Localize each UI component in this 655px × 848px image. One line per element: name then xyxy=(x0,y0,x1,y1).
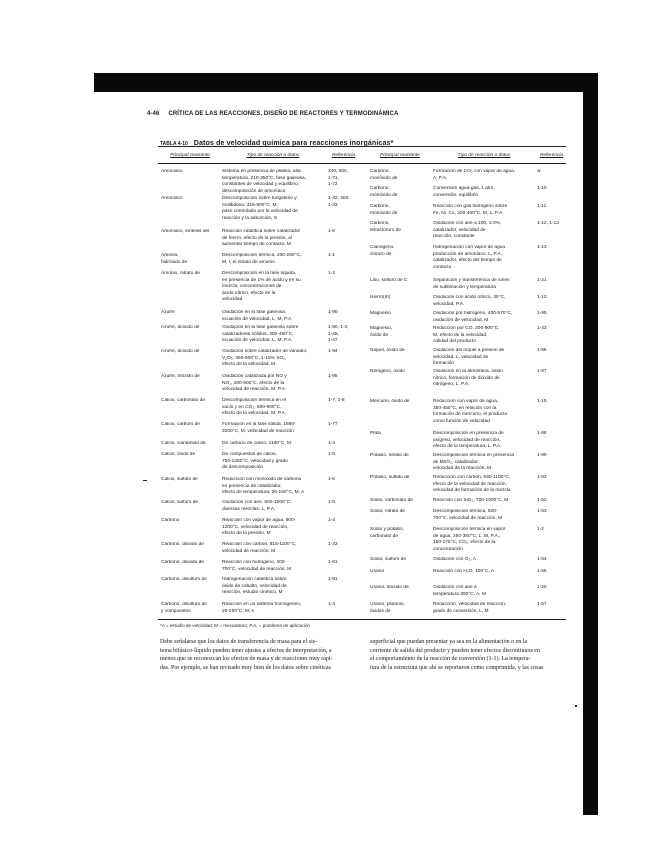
cell-data: Oxidación con aire, 600-1000°C, diversas mezclas, L, P.A. xyxy=(222,500,292,512)
table-footnote: *A = estudio de velocidad; M = mecanismo; P.A. = problema de aplicación xyxy=(160,623,310,628)
cell-data: Reducción con monóxido de carbono en presencia de catalizador, efecto de temperatura, 25-150°C, M, A xyxy=(222,477,305,495)
cell-ref: 1-88 xyxy=(537,431,547,436)
cell-ref: 1-82 xyxy=(537,475,547,480)
page-number: 4-46 xyxy=(147,111,160,117)
table-row xyxy=(370,453,566,471)
header-data xyxy=(222,153,324,158)
cell-ref: 1-6 xyxy=(328,500,335,505)
cell-reactant: Carbono, tetracloruro de xyxy=(370,221,401,233)
cell-reactant: Carbono xyxy=(161,518,180,523)
scan-speck xyxy=(143,480,147,481)
cell-ref: 1-55 xyxy=(537,569,547,574)
header-data xyxy=(433,153,535,158)
cell-reactant: Carbono, monóxido de xyxy=(370,186,398,198)
cell-reactant: Calcio, cianamida de xyxy=(161,441,206,446)
cell-ref: 1-32, 300, 1-33 xyxy=(328,196,350,208)
cell-data: Oxidación con O₂, A xyxy=(433,557,476,562)
cell-reactant: Carbono, monóxido de xyxy=(370,169,398,181)
table-row xyxy=(370,186,566,198)
table-row xyxy=(161,398,359,416)
cell-ref: 1-91 xyxy=(328,577,338,582)
table-row xyxy=(161,602,359,614)
running-head xyxy=(147,111,398,117)
cell-ref: 1-6 xyxy=(328,477,335,482)
cell-reactant: Litio, sulfuro de C xyxy=(370,278,408,283)
body-text-right: superficial que puedan presentar ya sea en la alimentación o en la corriente de salida del producto y pueden tener efectos discontinuos en el comportamiento de la reacción de conversión (1-1). La tempera- tura de la estructura que ahí se reportaron como comprimida, y las cosas xyxy=(370,639,544,671)
cell-data: Formación de CO₂ con vapor de agua, A, P.A. xyxy=(433,169,516,181)
table-row xyxy=(161,169,359,194)
cell-data: Reacción con hidrógeno, 400- 700°C, velocidad de reacción, M xyxy=(222,560,292,572)
table-row xyxy=(370,569,566,575)
table-label: TABLA 4-10 xyxy=(160,141,188,147)
cell-reactant: Cianógeno, cloruro de xyxy=(370,245,395,257)
table-row xyxy=(370,509,566,521)
cell-reactant: Carbono, monóxido de xyxy=(370,204,398,216)
table-caption xyxy=(160,132,393,150)
cell-ref: 1-2 xyxy=(328,271,335,276)
cell-reactant: Azufre xyxy=(161,310,175,315)
table-row xyxy=(161,577,359,595)
cell-reactant: Mercurio, óxido de xyxy=(370,399,410,404)
header-ref xyxy=(537,153,566,158)
running-title: CRÍTICA DE LAS REACCIONES, DISEÑO DE REACTORES Y TERMODINÁMICA xyxy=(168,111,399,117)
scan-speck xyxy=(575,705,577,707)
cell-data: Reacción catalítica sobre catalizador de hierro, efecto de la presión, al aumentar tiempo de contacto, M xyxy=(222,229,301,247)
cell-reactant: Sodio, sulfuro de xyxy=(370,557,407,562)
cell-reactant: Uranio, dióxido de xyxy=(370,585,409,590)
cell-data: Oxidación en la atmósfera, óxido nítrico, formación de dióxido de nitrógeno, L, P.A. xyxy=(433,369,503,387)
cell-ref: 1-96 xyxy=(537,348,547,353)
cell-data: Reacción con vapor de agua, 900- 1200°C, velocidad de reacción, efecto de la presión, M xyxy=(222,518,296,536)
cell-data: Oxidación con aire a temperatura 300°C, A, M xyxy=(433,585,486,597)
cell-data: Oxidación en la fase gaseosa, ecuación de velocidad, L, M, P.A. xyxy=(222,310,293,322)
table-row xyxy=(370,326,566,344)
table-row xyxy=(161,310,359,322)
cell-ref: 1-20 xyxy=(537,585,547,590)
cell-data: Reducción con vapor de agua, 350-450°C, en relación con la formación de mercurio, el producto como función de velocidad xyxy=(433,399,508,424)
cell-data: Sistema en presencia de platino, alta temperatura, 210-350°C, fase gaseosa, constantes de velocidad y equilibrio, descomposición de amoníaco xyxy=(222,169,307,194)
table-row xyxy=(161,374,359,392)
cell-data: Descomposición térmica en vapor de agua, 250-350°C, L, M, P.A., 150-175°C, CO₂, efecto de la concentración xyxy=(433,527,506,552)
cell-ref: 1-7, 1-8 xyxy=(328,398,345,403)
cell-ref: 1-43 xyxy=(537,326,547,331)
table-row xyxy=(161,500,359,512)
cell-data: Separación y transferencia de iones de sublimación y temperatura xyxy=(433,278,510,290)
cell-ref: 1-8 xyxy=(328,229,335,234)
cell-ref: 240, 300, 1-71, 1-72 xyxy=(328,169,349,187)
cell-data: Oxidación con aire a 100, 1-2%, catalizador, velocidad de reacción, constante xyxy=(433,221,502,239)
table-bottom-rule xyxy=(158,619,566,620)
table-row xyxy=(161,518,359,536)
cell-data: Reacción con carbón, 815-1100°C, velocidad de reacción, M xyxy=(222,542,297,554)
cell-data: Reducción, velocidad de reacción, grado de conversión, L, M xyxy=(433,602,507,614)
cell-data: Reacción con gas hidrógeno sobre Fe, Ni, Co, 200-400°C, M, L, P.A. xyxy=(433,204,508,216)
cell-reactant: Azufre, trióxido de xyxy=(161,374,200,379)
cell-data: Oxidación con ácido nítrico, 30°C, velocidad, P.A. xyxy=(433,295,506,307)
header-ref-label: Referencia xyxy=(331,153,356,158)
cell-reactant: Potasio, sulfato de xyxy=(370,475,410,480)
cell-ref: 1-4 xyxy=(328,602,335,607)
table-row xyxy=(370,221,566,239)
scan-border-top xyxy=(94,73,598,92)
table-row xyxy=(161,477,359,495)
cell-data: De carburo de calcio, 1100°C, M xyxy=(222,441,292,446)
scan-border-right xyxy=(583,73,598,815)
cell-reactant: Hierro(III) xyxy=(370,295,391,300)
table-row xyxy=(161,196,359,221)
cell-data: Hidrogenación catalítica sobre óxido de cobalto, velocidad de reacción, estudio cinético, M xyxy=(222,577,287,595)
cell-ref: 1-11 xyxy=(537,204,547,209)
cell-reactant: Amoníaco, síntesis del xyxy=(161,229,210,234)
cell-reactant: Carbono, dióxido de xyxy=(161,560,204,565)
cell-data: Descomposición térmica, 620- 700°C, velocidad de reacción, M xyxy=(433,509,503,521)
cell-reactant: Carbono, disulfuro de y compuestos xyxy=(161,602,207,614)
table-row xyxy=(161,560,359,572)
header-reactant xyxy=(370,153,430,158)
cell-data: Reducción por CO, 200-900°C, M, efecto de la velocidad, calidad del producto xyxy=(433,326,500,344)
cell-reactant: Calcio, carburo de xyxy=(161,422,200,427)
table-body-left xyxy=(161,169,359,619)
cell-reactant: Uranio, plutonio, óxidos de xyxy=(370,602,405,614)
table-row xyxy=(370,602,566,614)
table-row xyxy=(370,399,566,424)
table-row xyxy=(370,348,566,366)
cell-ref: 1-90, 1-3, 1-45, 1-47 xyxy=(328,325,349,343)
table-row xyxy=(161,229,359,247)
cell-data: Descomposición en la fase líquida, en presencia de 1% de ácido y en su mezcla, concentraciones de ácido nítrico, efecto de la velocidad xyxy=(222,271,301,302)
cell-data: Reducción con carbón, 930-1100°C, efecto de la velocidad de reacción, velocidad de formación de la mezcla xyxy=(433,475,511,493)
cell-ref: 1-5 xyxy=(328,452,335,457)
table-top-rule xyxy=(158,146,566,147)
cell-ref: 1-90 xyxy=(328,310,338,315)
cell-data: Conversión agua-gas, 1 atm, conversión, equilibrio xyxy=(433,186,495,198)
cell-reactant: Plata xyxy=(370,431,381,436)
cell-data: Oxidación en la fase gaseosa sobre catalizadores sólidos, 300-450°C, ecuación de velocidad, L, M, P.A. xyxy=(222,325,299,343)
cell-data: Reacción con H₂O, 100°C, A xyxy=(433,569,495,574)
cell-ref: 1-4 xyxy=(328,441,335,446)
cell-ref: 1-77 xyxy=(328,422,338,427)
cell-reactant: Potasio, nitrato de xyxy=(370,453,409,458)
cell-ref: 1-53 xyxy=(537,509,547,514)
table-row xyxy=(370,169,566,181)
table-row xyxy=(370,475,566,493)
cell-ref: 1-94 xyxy=(328,349,338,354)
cell-data: Formación en la fase sólida, 1650- 2000°C, M, velocidad de reacción xyxy=(222,422,296,434)
table-row xyxy=(161,542,359,554)
cell-reactant: Amoníaco xyxy=(161,196,183,201)
cell-data: Descomposición térmica en presencia de MnO₂, catalizador, velocidad de la reacción, M xyxy=(433,453,515,471)
cell-ref: 1-15 xyxy=(537,399,547,404)
header-reactant xyxy=(161,153,219,158)
table-row xyxy=(370,585,566,597)
cell-data: Descomposición térmica en el vacío y en CO₂, 600-900°C, efecto de la velocidad, M, P.A. xyxy=(222,398,287,416)
cell-reactant: Uranio xyxy=(370,569,385,574)
cell-reactant: Sodio, carbonato de xyxy=(370,498,413,503)
cell-reactant: Magnesio, óxido de xyxy=(370,326,393,338)
table-row xyxy=(370,311,566,323)
cell-ref: 1-21 xyxy=(537,278,547,283)
cell-ref: 1-97 xyxy=(537,369,547,374)
header-ref-label: Referencia xyxy=(539,153,564,158)
cell-ref: w xyxy=(537,169,541,174)
cell-reactant: Carbono, dióxido de xyxy=(161,542,204,547)
cell-ref: 1-57 xyxy=(537,602,547,607)
cell-reactant: Azufre, dióxido de xyxy=(161,349,200,354)
cell-ref: 1-13 xyxy=(537,245,547,250)
cell-ref: 1-95 xyxy=(328,374,338,379)
table-row xyxy=(370,369,566,387)
cell-reactant: Amoníaco xyxy=(161,169,183,174)
cell-reactant: Nitrógeno, óxido xyxy=(370,369,405,374)
cell-ref: 1-2 xyxy=(537,527,544,532)
cell-ref: 1-4 xyxy=(328,518,335,523)
header-data-label: Tipo de reacción o datos xyxy=(246,153,300,158)
cell-reactant: Amonio, hidróxido de xyxy=(161,253,188,265)
cell-data: De compuestos de calcio, 750-1300°C, velocidad y grado de descomposición xyxy=(222,452,288,470)
cell-reactant: Carbono, disulfuro de xyxy=(161,577,207,582)
table-row xyxy=(370,431,566,449)
table-header-right xyxy=(370,153,566,161)
cell-reactant: Calcio, sulfuro de xyxy=(161,500,199,505)
table-row xyxy=(370,204,566,216)
cell-data: Descomposición en presencia de oxígeno, velocidad de reacción, efecto de la temperatura, L, P.A. xyxy=(433,431,504,449)
cell-ref: 1-12, 1-13 xyxy=(537,221,559,226)
cell-reactant: Sodio y potasio, carbonato de xyxy=(370,527,405,539)
cell-ref: 1-99 xyxy=(537,453,547,458)
table-row xyxy=(161,325,359,343)
cell-data: Reacción con SiO₂, 700-1000°C, M xyxy=(433,498,509,503)
table-row xyxy=(161,422,359,434)
cell-data: Reacción en un sistema homogéneo, 25-250°C, M, s xyxy=(222,602,302,614)
table-title: Datos de velocidad química para reacciones inorgánicas* xyxy=(193,140,394,147)
cell-data: Oxidación por hidrógeno, 400-570°C, oxidación de velocidad, M xyxy=(433,311,513,323)
cell-ref: 1-33 xyxy=(328,542,338,547)
header-data-label: Tipo de reacción o datos xyxy=(457,153,511,158)
header-reactant-label: Principal reactante xyxy=(380,153,420,158)
table-body-right xyxy=(370,169,566,619)
cell-ref: 1-91 xyxy=(328,560,338,565)
cell-reactant: Calcio, óxido de xyxy=(161,452,196,457)
table-row xyxy=(161,441,359,447)
table-row xyxy=(370,278,566,290)
table-row xyxy=(370,295,566,307)
cell-reactant: Níquel, óxido de xyxy=(370,348,405,353)
table-row xyxy=(370,245,566,270)
table-row xyxy=(161,452,359,470)
cell-reactant: Sodio, nitrato de xyxy=(370,509,405,514)
cell-reactant: Azufre, dióxido de xyxy=(161,325,200,330)
cell-data: Oxidación sobre catalizador de vanadio, V₂O₅, 360-600°C, 1-15% SO₂, efecto de la velocidad, M xyxy=(222,349,308,367)
table-row xyxy=(370,498,566,504)
cell-ref: 1-10 xyxy=(537,186,547,191)
table-row xyxy=(370,557,566,563)
table-header-rule xyxy=(158,163,566,164)
cell-ref: 1-54 xyxy=(537,557,547,562)
cell-ref: 1-1 xyxy=(328,253,335,258)
body-text-left: Debe señalarse que los datos de transferencia de masa para el sis- tema bifásico-líquido pueden tener ajustes a efectos de interpretación, a menos que se reconozcan los efectos de masa y de reacciones muy rápi- das. Por ejemplo, se han revisado muy bien de los datos sobre cinéticas xyxy=(160,639,333,671)
table-row xyxy=(161,253,359,265)
table-row xyxy=(161,349,359,367)
cell-reactant: Amonio, nitrato de xyxy=(161,271,200,276)
header-ref xyxy=(328,153,359,158)
cell-ref: 1-95 xyxy=(537,311,547,316)
cell-data: Descomposición sobre tungsteno y molibdeno, 315-900°C, M, paso controlado por la velocidad de reacción y la adsorción, S xyxy=(222,196,298,221)
table-row xyxy=(161,271,359,302)
cell-data: Hidrogenación con vapor de agua producción de amoníaco, L, P.A., catalizador, efecto del tiempo de contacto xyxy=(433,245,506,270)
cell-data: Descomposición térmica, 200-290°C, M, I, el nitrato de amonio xyxy=(222,253,302,265)
cell-data: Oxidación del níquel a presión de velocidad, L, velocidad de formación xyxy=(433,348,505,366)
cell-ref: 1-12 xyxy=(537,295,547,300)
table-row xyxy=(370,527,566,552)
cell-reactant: Calcio, sulfato de xyxy=(161,477,198,482)
cell-reactant: Calcio, carbonato de xyxy=(161,398,205,403)
cell-data: Oxidación catalizada por NO y NO₂, 200-600°C, efecto de la velocidad de reacción, M, P.A. xyxy=(222,374,287,392)
cell-reactant: Magnesio xyxy=(370,311,391,316)
header-reactant-label: Principal reactante xyxy=(170,153,210,158)
cell-ref: 1-52 xyxy=(537,498,547,503)
table-header-left xyxy=(161,153,359,161)
